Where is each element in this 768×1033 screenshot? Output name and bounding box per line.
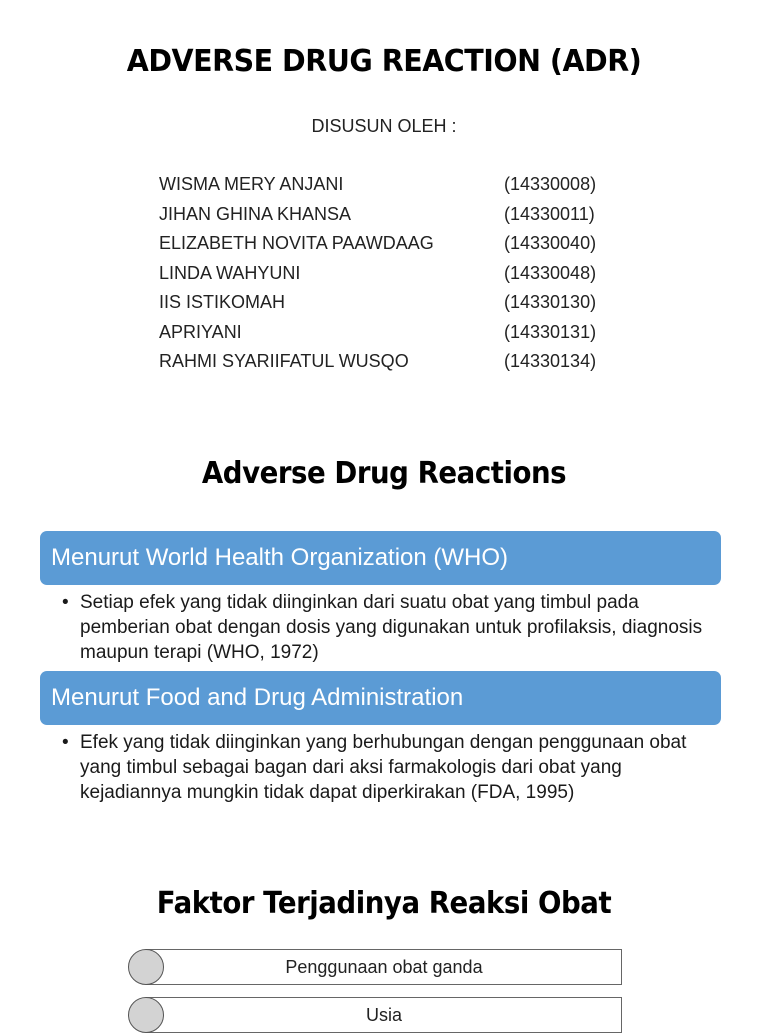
member-name: ELIZABETH NOVITA PAAWDAAG [159, 233, 434, 253]
member-list [159, 174, 619, 381]
slide1-title: ADVERSE DRUG REACTION (ADR) [126, 44, 642, 79]
who-definition-header: Menurut World Health Organization (WHO) [40, 531, 721, 585]
member-name: JIHAN GHINA KHANSA [159, 203, 352, 224]
member-row [159, 322, 619, 352]
member-row [159, 351, 619, 381]
factor-item [128, 997, 622, 1033]
factor-item [128, 949, 622, 985]
member-nim: (14330134) [504, 351, 597, 371]
circle-marker-icon [128, 997, 164, 1033]
definition-bullet-text: Setiap efek yang tidak diinginkan dari suatu obat yang timbul pada pemberian obat dengan dosis yang digunakan untuk profilaksis, diagnosis maupun terapi (WHO, 1972) [80, 592, 703, 663]
member-name: LINDA WAHYUNI [159, 262, 301, 283]
member-nim: (14330131) [504, 321, 597, 342]
member-nim: (14330130) [504, 292, 597, 312]
member-name: RAHMI SYARIIFATUL WUSQO [159, 351, 409, 371]
circle-marker-icon [128, 949, 164, 985]
member-nim: (14330011) [504, 203, 595, 224]
bullet-icon: • [62, 732, 69, 753]
member-name: IIS ISTIKOMAH [159, 292, 286, 312]
member-nim: (14330040) [504, 233, 597, 253]
member-nim: (14330048) [504, 262, 597, 283]
member-row [159, 263, 619, 293]
factor-label: Penggunaan obat ganda [146, 949, 622, 985]
bullet-icon: • [62, 592, 69, 613]
definition-bullet-text: Efek yang tidak diinginkan yang berhubungan dengan penggunaan obat yang timbul sebagai bagan dari aksi farmakologis dari obat yang kejadiannya mungkin tidak dapat diperkirakan (FDA, 1995) [80, 732, 687, 803]
fda-definition-text [62, 730, 722, 805]
member-nim: (14330008) [504, 174, 597, 194]
slide3-title: Faktor Terjadinya Reaksi Obat [156, 886, 612, 921]
member-row [159, 233, 619, 263]
who-definition-text [62, 590, 722, 665]
slide2-title: Adverse Drug Reactions [201, 456, 567, 491]
member-name: WISMA MERY ANJANI [159, 174, 344, 194]
member-name: APRIYANI [159, 321, 242, 342]
fda-definition-header: Menurut Food and Drug Administration [40, 671, 721, 725]
member-row [159, 204, 619, 234]
authors-label: DISUSUN OLEH : [311, 116, 457, 136]
member-row [159, 292, 619, 322]
factor-label: Usia [146, 997, 622, 1033]
member-row [159, 174, 619, 204]
